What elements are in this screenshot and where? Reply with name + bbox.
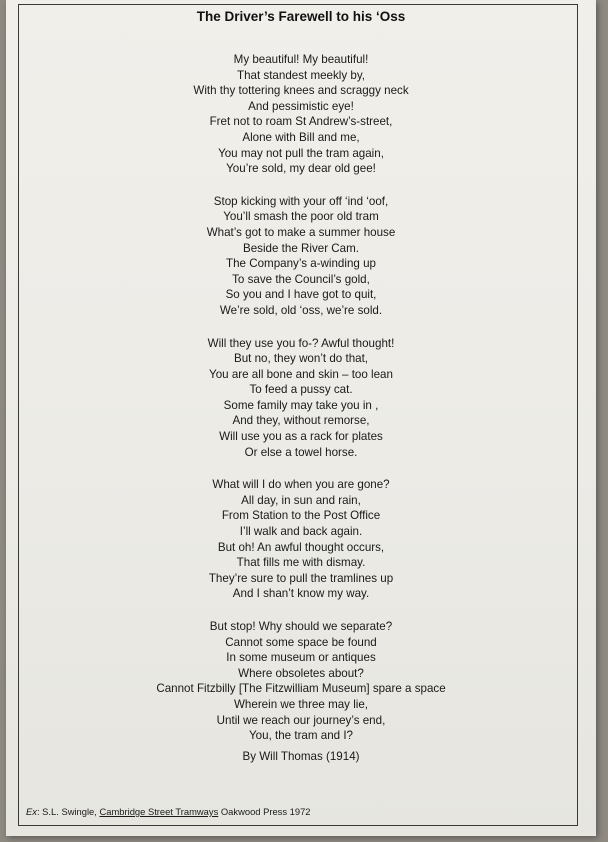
poem-line: Will use you as a rack for plates [219,430,383,444]
poem-byline: By Will Thomas (1914) [242,750,360,763]
source-citation [26,806,311,817]
poem-line: So you and I have got to quit, [225,288,377,302]
poem-line: I’ll walk and back again. [239,525,363,539]
poem-line: You, the tram and I? [249,729,353,743]
source-author: : S.L. Swingle, [36,806,100,817]
poem-line: Stop kicking with your off ‘ind ‘oof, [213,194,389,208]
source-publisher: Oakwood Press 1972 [218,806,311,817]
poem-line: Where obsoletes about? [238,666,364,680]
poem-line: They’re sure to pull the tramlines up [208,571,394,585]
poem-line: Cannot some space be found [225,635,377,649]
poem-line: You’ll smash the poor old tram [223,210,379,224]
poem-line: Alone with Bill and me, [242,130,360,144]
poem-line: But no, they won’t do that, [233,352,369,366]
poem-line: But stop! Why should we separate? [209,620,393,633]
poem-line: Cannot Fitzbilly [The Fitzwilliam Museum] spare a space [156,682,446,696]
poem-body [6,52,596,761]
poem-line: That standest meekly by, [236,68,366,82]
poem-line: And they, without remorse, [232,414,370,428]
poem-line: Wherein we three may lie, [233,697,369,711]
poem-line: My beautiful! My beautiful! [233,53,369,66]
poem-line: And pessimistic eye! [248,99,354,113]
poem-line: We’re sold, old ‘oss, we’re sold. [219,303,383,317]
source-prefix: Ex [26,806,37,817]
poem-line: Or else a towel horse. [244,445,358,459]
poem-line: What will I do when you are gone? [212,478,390,492]
poem-line: And I shan’t know my way. [232,587,370,601]
stanza [6,336,596,461]
stanza [6,194,596,319]
poem-line: Some family may take you in , [223,398,379,412]
poem-line: Will they use you fo-? Awful thought! [207,336,395,350]
poem-line: All day, in sun and rain, [241,493,361,507]
stanza [6,52,596,177]
poem-line: With thy tottering knees and scraggy neck [193,84,409,98]
poem-line: That fills me with dismay. [236,556,366,570]
poem-line: Fret not to roam St Andrew’s-street, [209,115,393,129]
poem-line: But oh! An awful thought occurs, [217,540,385,554]
poem-line: To save the Council’s gold, [232,272,370,286]
poem-line: You are all bone and skin – too lean [209,367,393,381]
source-book-title: Cambridge Street Tramways [99,806,219,817]
poem-line: From Station to the Post Office [221,509,381,523]
poem-line: You may not pull the tram again, [218,146,384,160]
poem-line: To feed a pussy cat. [249,383,353,397]
poem-line: You’re sold, my dear old gee! [226,162,376,176]
poem-line: The Company’s a-winding up [226,257,376,271]
paper-sheet [6,0,596,836]
poem-line: In some museum or antiques [226,651,376,665]
poem-title: The Driver’s Farewell to his ‘Oss [196,9,406,24]
poem-line: What’s got to make a summer house [206,225,396,239]
poem-line: Beside the River Cam. [243,241,359,255]
poem-line: Until we reach our journey’s end, [216,713,386,727]
stanza [6,477,596,602]
stanza [6,619,596,744]
